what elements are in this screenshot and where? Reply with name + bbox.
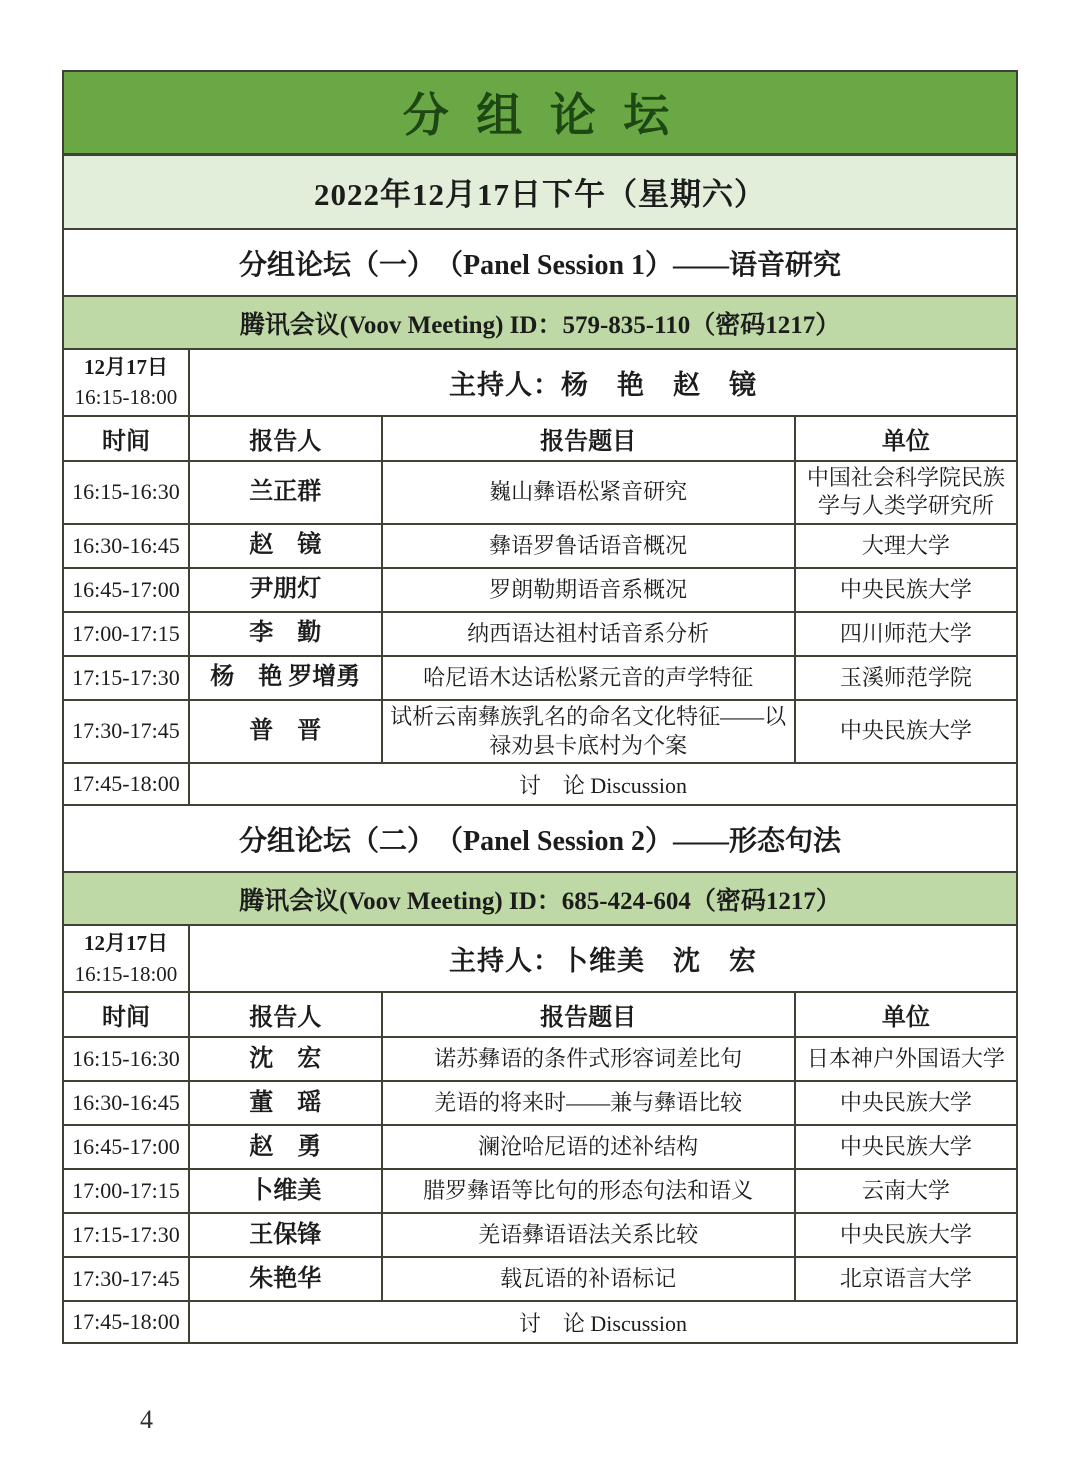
column-header-time: 时间 xyxy=(63,416,189,461)
time-cell: 16:30-16:45 xyxy=(63,1081,189,1125)
column-header-title: 报告题目 xyxy=(382,992,795,1037)
session-2-meeting-row xyxy=(63,872,1017,925)
talk-title-cell: 澜沧哈尼语的述补结构 xyxy=(382,1125,795,1169)
affiliation-cell: 北京语言大学 xyxy=(795,1257,1017,1301)
time-cell: 16:45-17:00 xyxy=(63,1125,189,1169)
talk-title-cell: 哈尼语木达话松紧元音的声学特征 xyxy=(382,656,795,700)
column-header-title: 报告题目 xyxy=(382,416,795,461)
schedule-table xyxy=(62,70,1018,1344)
session-2-datetime xyxy=(63,925,189,992)
affiliation-cell: 中央民族大学 xyxy=(795,700,1017,763)
talk-title-cell: 巍山彝语松紧音研究 xyxy=(382,461,795,524)
speaker-cell: 赵 勇 xyxy=(189,1125,382,1169)
session-1-meeting-info: 腾讯会议(Voov Meeting) ID：579-835-110（密码1217） xyxy=(63,296,1017,349)
table-row xyxy=(63,1081,1017,1125)
speaker-cell: 朱艳华 xyxy=(189,1257,382,1301)
affiliation-cell: 中央民族大学 xyxy=(795,1081,1017,1125)
table-row xyxy=(63,612,1017,656)
session-2-heading: 分组论坛（二） （Panel Session 2）——形态句法 xyxy=(63,805,1017,872)
talk-title-cell: 腊罗彝语等比句的形态句法和语义 xyxy=(382,1169,795,1213)
time-cell: 17:45-18:00 xyxy=(63,1301,189,1343)
speaker-cell: 尹朋灯 xyxy=(189,568,382,612)
session-2-time-range: 16:15-18:00 xyxy=(74,961,178,986)
affiliation-cell: 四川师范大学 xyxy=(795,612,1017,656)
table-row xyxy=(63,1169,1017,1213)
table-row xyxy=(63,1037,1017,1081)
table-row xyxy=(63,1213,1017,1257)
speaker-cell: 赵 镜 xyxy=(189,524,382,568)
session-2-heading-row xyxy=(63,805,1017,872)
affiliation-cell: 中央民族大学 xyxy=(795,1125,1017,1169)
table-row xyxy=(63,461,1017,524)
session-2-date: 12月17日 xyxy=(83,931,168,956)
affiliation-cell: 中国社会科学院民族学与人类学研究所 xyxy=(795,461,1017,524)
discussion-label: 讨 论 Discussion xyxy=(189,1301,1017,1343)
session-1-datetime xyxy=(63,349,189,416)
affiliation-cell: 云南大学 xyxy=(795,1169,1017,1213)
session-1-column-headers xyxy=(63,416,1017,461)
speaker-cell: 杨 艳 罗增勇 xyxy=(189,656,382,700)
date-row xyxy=(63,154,1017,229)
time-cell: 17:45-18:00 xyxy=(63,763,189,805)
title-row xyxy=(63,71,1017,154)
session-1-chairs: 主持人：杨 艳 赵 镜 xyxy=(189,349,1017,416)
table-row xyxy=(63,524,1017,568)
page-number: 4 xyxy=(140,1405,153,1434)
time-cell: 16:30-16:45 xyxy=(63,524,189,568)
time-cell: 17:30-17:45 xyxy=(63,1257,189,1301)
session-2-chairs: 主持人：卜维美 沈 宏 xyxy=(189,925,1017,992)
table-row xyxy=(63,1125,1017,1169)
affiliation-cell: 大理大学 xyxy=(795,524,1017,568)
talk-title-cell: 诺苏彝语的条件式形容词差比句 xyxy=(382,1037,795,1081)
column-header-affiliation: 单位 xyxy=(795,416,1017,461)
speaker-cell: 普 晋 xyxy=(189,700,382,763)
affiliation-cell: 玉溪师范学院 xyxy=(795,656,1017,700)
time-cell: 17:00-17:15 xyxy=(63,1169,189,1213)
page-title: 分 组 论 坛 xyxy=(63,71,1017,154)
time-cell: 16:15-16:30 xyxy=(63,461,189,524)
talk-title-cell: 纳西语达祖村话音系分析 xyxy=(382,612,795,656)
session-2-meeting-info: 腾讯会议(Voov Meeting) ID：685-424-604（密码1217） xyxy=(63,872,1017,925)
speaker-cell: 李 勤 xyxy=(189,612,382,656)
session-1-heading: 分组论坛（一） （Panel Session 1）——语音研究 xyxy=(63,229,1017,296)
session-2-column-headers xyxy=(63,992,1017,1037)
talk-title-cell: 彝语罗鲁话语音概况 xyxy=(382,524,795,568)
session-1-time-range: 16:15-18:00 xyxy=(74,385,178,410)
session-1-discussion-row xyxy=(63,763,1017,805)
table-row xyxy=(63,656,1017,700)
talk-title-cell: 羌语的将来时——兼与彝语比较 xyxy=(382,1081,795,1125)
time-cell: 17:15-17:30 xyxy=(63,1213,189,1257)
affiliation-cell: 日本神户外国语大学 xyxy=(795,1037,1017,1081)
table-row xyxy=(63,700,1017,763)
discussion-label: 讨 论 Discussion xyxy=(189,763,1017,805)
column-header-affiliation: 单位 xyxy=(795,992,1017,1037)
time-cell: 16:15-16:30 xyxy=(63,1037,189,1081)
speaker-cell: 沈 宏 xyxy=(189,1037,382,1081)
speaker-cell: 董 瑶 xyxy=(189,1081,382,1125)
speaker-cell: 卜维美 xyxy=(189,1169,382,1213)
table-row xyxy=(63,1257,1017,1301)
time-cell: 17:00-17:15 xyxy=(63,612,189,656)
talk-title-cell: 载瓦语的补语标记 xyxy=(382,1257,795,1301)
column-header-speaker: 报告人 xyxy=(189,992,382,1037)
time-cell: 16:45-17:00 xyxy=(63,568,189,612)
session-2-discussion-row xyxy=(63,1301,1017,1343)
table-row xyxy=(63,568,1017,612)
session-1-chair-row xyxy=(63,349,1017,416)
affiliation-cell: 中央民族大学 xyxy=(795,568,1017,612)
column-header-speaker: 报告人 xyxy=(189,416,382,461)
speaker-cell: 王保锋 xyxy=(189,1213,382,1257)
session-1-date: 12月17日 xyxy=(83,355,168,379)
time-cell: 17:30-17:45 xyxy=(63,700,189,763)
talk-title-cell: 试析云南彝族乳名的命名文化特征——以禄劝县卡底村为个案 xyxy=(382,700,795,763)
talk-title-cell: 羌语彝语语法关系比较 xyxy=(382,1213,795,1257)
time-cell: 17:15-17:30 xyxy=(63,656,189,700)
affiliation-cell: 中央民族大学 xyxy=(795,1213,1017,1257)
date-banner: 2022年12月17日下午（星期六） xyxy=(63,154,1017,229)
column-header-time: 时间 xyxy=(63,992,189,1037)
session-2-chair-row xyxy=(63,925,1017,992)
talk-title-cell: 罗朗勒期语音系概况 xyxy=(382,568,795,612)
session-1-meeting-row xyxy=(63,296,1017,349)
speaker-cell: 兰正群 xyxy=(189,461,382,524)
session-1-heading-row xyxy=(63,229,1017,296)
